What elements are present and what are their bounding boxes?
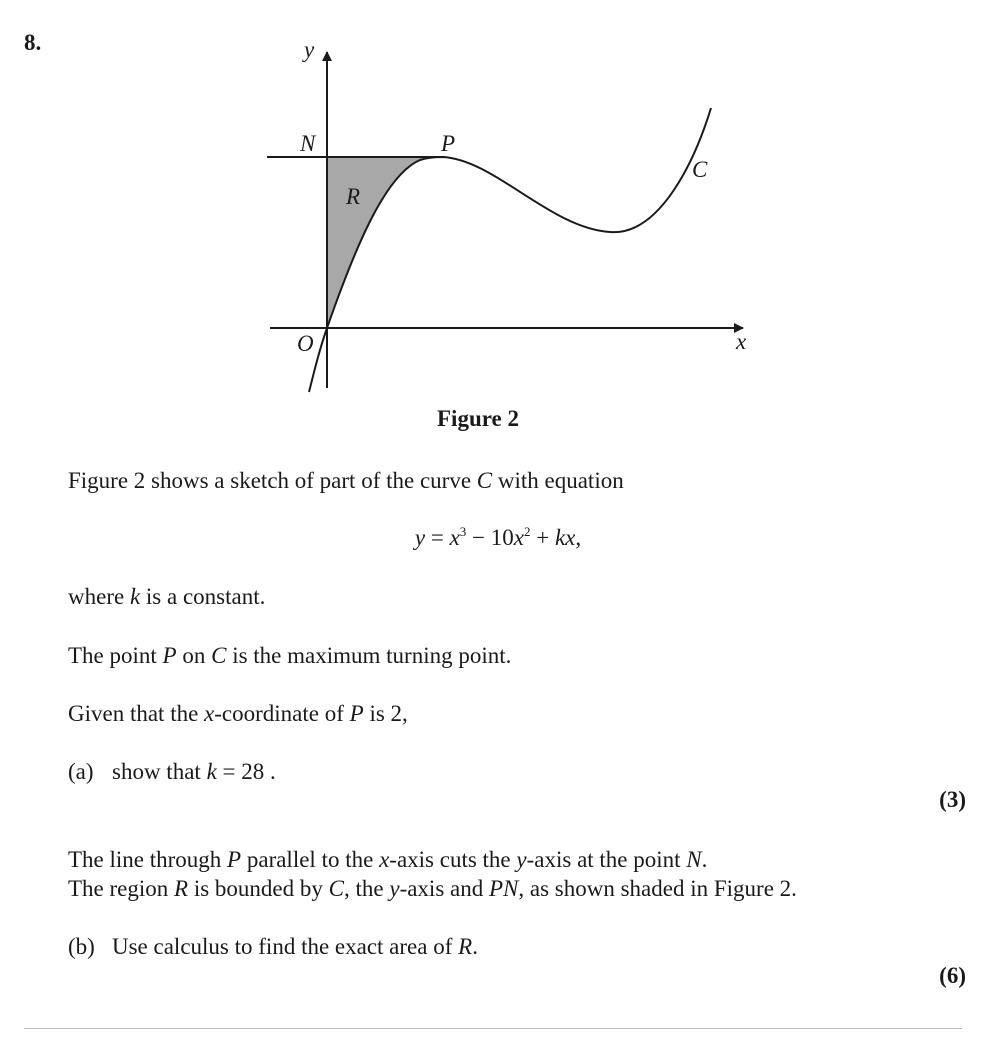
- part-b-label: (b): [68, 934, 95, 959]
- x-axis-label: x: [736, 329, 747, 354]
- region-r-label: R: [346, 184, 361, 209]
- curve-c-label: C: [692, 157, 708, 182]
- shaded-region-r: [327, 157, 443, 328]
- turning-point-statement: The point P on C is the maximum turning point.: [68, 643, 512, 668]
- line-through-statement: The line through P parallel to the x-axis cuts the y-axis at the point N.: [68, 847, 708, 872]
- question-number: 8.: [24, 30, 42, 55]
- part-a-marks: (3): [939, 787, 966, 812]
- part-b-marks: (6): [939, 963, 966, 988]
- figure-2-sketch: [0, 0, 996, 400]
- figure-caption: Figure 2: [437, 406, 519, 431]
- part-a-question: (a) show that k = 28 .: [68, 759, 276, 784]
- part-a-label: (a): [68, 759, 94, 784]
- region-statement: The region R is bounded by C, the y-axis and PN, as shown shaded in Figure 2.: [68, 876, 797, 901]
- origin-label: O: [297, 331, 314, 356]
- part-b-question: (b) Use calculus to find the exact area of R.: [68, 934, 478, 959]
- page-divider: [24, 1028, 962, 1029]
- curve-equation: $y = x^3 - 10x^2$ + kx,: [414, 524, 582, 550]
- given-statement: Given that the x-coordinate of P is 2,: [68, 701, 408, 726]
- point-p-label: P: [441, 131, 456, 156]
- intro-paragraph: Figure 2 shows a sketch of part of the curve C with equation: [68, 468, 624, 493]
- curve-c: [309, 108, 711, 392]
- y-axis-label: y: [304, 37, 315, 62]
- constant-statement: where k is a constant.: [68, 584, 266, 609]
- point-n-label: N: [300, 131, 316, 156]
